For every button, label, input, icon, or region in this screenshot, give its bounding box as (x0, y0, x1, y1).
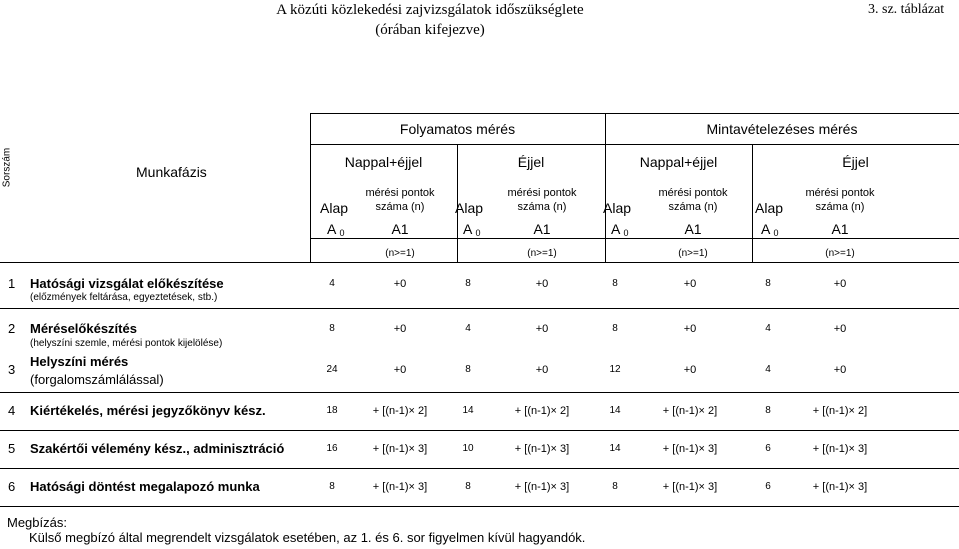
value-cell-increment: + [(n-1)× 3] (514, 481, 570, 493)
value-cell-base: 8 (612, 278, 618, 289)
value-cell-base: 12 (609, 364, 621, 375)
value-cell-base: 4 (465, 323, 471, 334)
title-line-1: A közúti közlekedési zajvizsgálatok időszükséglete (276, 2, 584, 18)
value-cell-base: 6 (765, 481, 771, 492)
value-cell-increment: +0 (683, 278, 697, 290)
value-cell-base: 6 (765, 443, 771, 454)
value-cell-base: 4 (765, 364, 771, 375)
alap-header-2: Alap (455, 200, 484, 216)
meresi-header-2-line2: száma (n) (517, 201, 567, 213)
munkafazis-label: Munkafázis (136, 164, 207, 180)
a0-header-1 (327, 221, 344, 238)
value-cell-base: 8 (329, 323, 335, 334)
value-cell-increment: +0 (535, 364, 549, 376)
meresi-header-1-line2: száma (n) (375, 201, 425, 213)
value-cell-base: 14 (609, 405, 621, 416)
a1-header-2: A1 (533, 221, 551, 237)
row-number: 1 (8, 276, 16, 291)
group-folyamatos: Folyamatos mérés (399, 121, 516, 137)
value-cell-base: 8 (465, 278, 471, 289)
a0-sub-2: 0 (475, 228, 481, 238)
subgroup-3: Nappal+éjjel (639, 154, 718, 170)
alap-header-4: Alap (755, 200, 784, 216)
a0-main-2: A (463, 221, 472, 237)
value-cell-base: 8 (465, 481, 471, 492)
value-cell-increment: + [(n-1)× 3] (662, 443, 718, 455)
row-rule-2 (0, 392, 959, 393)
row-title: Hatósági vizsgálat előkészítése (30, 276, 224, 291)
a0-main-1: A (327, 221, 336, 237)
meresi-header-1-line1: mérési pontok (365, 187, 435, 199)
value-cell-increment: +0 (833, 323, 847, 335)
row-title: Méréselőkészítés (30, 321, 137, 336)
value-cell-increment: +0 (535, 323, 549, 335)
value-cell-base: 8 (765, 278, 771, 289)
a0-header-2 (463, 221, 480, 238)
value-cell-increment: + [(n-1)× 3] (372, 443, 428, 455)
value-cell-increment: + [(n-1)× 3] (812, 443, 868, 455)
subgroup-4: Éjjel (842, 154, 869, 170)
row-subtitle: (előzmények feltárása, egyeztetések, stb.) (30, 292, 218, 303)
value-cell-increment: +0 (683, 364, 697, 376)
value-cell-increment: + [(n-1)× 2] (514, 405, 570, 417)
value-cell-base: 4 (765, 323, 771, 334)
a0-sub-3: 0 (623, 228, 629, 238)
a1-header-3: A1 (684, 221, 702, 237)
meresi-header-2 (497, 186, 587, 214)
meresi-header-3-line2: száma (n) (668, 201, 718, 213)
value-cell-increment: + [(n-1)× 3] (514, 443, 570, 455)
a1-header-1: A1 (391, 221, 409, 237)
row-title: Hatósági döntést megalapozó munka (30, 479, 260, 494)
sorszam-label: Sorszám (1, 147, 13, 188)
row-number: 4 (8, 403, 16, 418)
value-cell-base: 8 (465, 364, 471, 375)
value-cell-base: 14 (462, 405, 474, 416)
row-title: Helyszíni mérés (30, 354, 129, 369)
row-subtitle: (helyszíni szemle, mérési pontok kijelölése) (30, 338, 223, 349)
value-cell-increment: + [(n-1)× 3] (662, 481, 718, 493)
value-cell-increment: + [(n-1)× 2] (372, 405, 428, 417)
n-cond-2: (n>=1) (527, 248, 557, 259)
n-cond-3: (n>=1) (678, 248, 708, 259)
value-cell-increment: + [(n-1)× 2] (662, 405, 718, 417)
value-cell-increment: + [(n-1)× 2] (812, 405, 868, 417)
table-title (240, 0, 620, 40)
row-rule-1 (0, 308, 959, 309)
header-top-rule (310, 113, 959, 114)
notes-text: Külső megbízó által megrendelt vizsgálatok esetében, az 1. és 6. sor figyelmen kívül hagyandók. (29, 530, 586, 545)
meresi-header-4-line2: száma (n) (815, 201, 865, 213)
row-number: 5 (8, 441, 16, 456)
alap-header-3: Alap (603, 200, 632, 216)
meresi-header-4-line1: mérési pontok (805, 187, 875, 199)
value-cell-base: 18 (326, 405, 338, 416)
cond-top-rule (310, 238, 959, 239)
value-cell-increment: +0 (393, 278, 407, 290)
header-bottom-rule (0, 262, 959, 263)
value-cell-increment: +0 (833, 364, 847, 376)
a0-sub-4: 0 (773, 228, 779, 238)
row-rule-4 (0, 468, 959, 469)
a0-main-4: A (761, 221, 770, 237)
value-cell-increment: + [(n-1)× 3] (812, 481, 868, 493)
row-number: 6 (8, 479, 16, 494)
row-rule-5 (0, 506, 959, 507)
a0-header-4 (761, 221, 778, 238)
value-cell-base: 8 (612, 481, 618, 492)
value-cell-base: 8 (329, 481, 335, 492)
a1-header-4: A1 (831, 221, 849, 237)
value-cell-base: 24 (326, 364, 338, 375)
value-cell-increment: +0 (535, 278, 549, 290)
subgroup-2: Éjjel (517, 154, 545, 170)
value-cell-base: 16 (326, 443, 338, 454)
meresi-header-4 (795, 186, 885, 214)
value-cell-increment: +0 (393, 323, 407, 335)
value-cell-base: 4 (329, 278, 335, 289)
row-number: 3 (8, 362, 16, 377)
subgroup-rule (310, 144, 959, 145)
value-cell-base: 10 (462, 443, 474, 454)
value-cell-increment: +0 (683, 323, 697, 335)
value-cell-increment: +0 (833, 278, 847, 290)
row-rule-3 (0, 430, 959, 431)
subgroup-1: Nappal+éjjel (344, 154, 423, 170)
value-cell-increment: +0 (393, 364, 407, 376)
row-subtitle: (forgalomszámlálással) (30, 372, 164, 387)
a0-sub-1: 0 (339, 228, 345, 238)
row-title: Szakértői vélemény kész., adminisztráció (30, 441, 285, 456)
group-mintavetelezeses: Mintavételezéses mérés (706, 121, 858, 137)
meresi-header-3-line1: mérési pontok (658, 187, 728, 199)
title-line-2: (órában kifejezve) (375, 22, 485, 38)
meresi-header-1 (355, 186, 445, 214)
meresi-header-2-line1: mérési pontok (507, 187, 577, 199)
n-cond-4: (n>=1) (825, 248, 855, 259)
meresi-header-3 (648, 186, 738, 214)
value-cell-increment: + [(n-1)× 3] (372, 481, 428, 493)
table-number: 3. sz. táblázat (868, 2, 945, 17)
n-cond-1: (n>=1) (385, 248, 415, 259)
value-cell-base: 8 (612, 323, 618, 334)
value-cell-base: 14 (609, 443, 621, 454)
notes-label: Megbízás: (7, 515, 67, 530)
row-number: 2 (8, 321, 16, 336)
a0-header-3 (611, 221, 628, 238)
row-title: Kiértékelés, mérési jegyzőkönyv kész. (30, 403, 266, 418)
alap-header-1: Alap (320, 200, 349, 216)
a0-main-3: A (611, 221, 620, 237)
value-cell-base: 8 (765, 405, 771, 416)
